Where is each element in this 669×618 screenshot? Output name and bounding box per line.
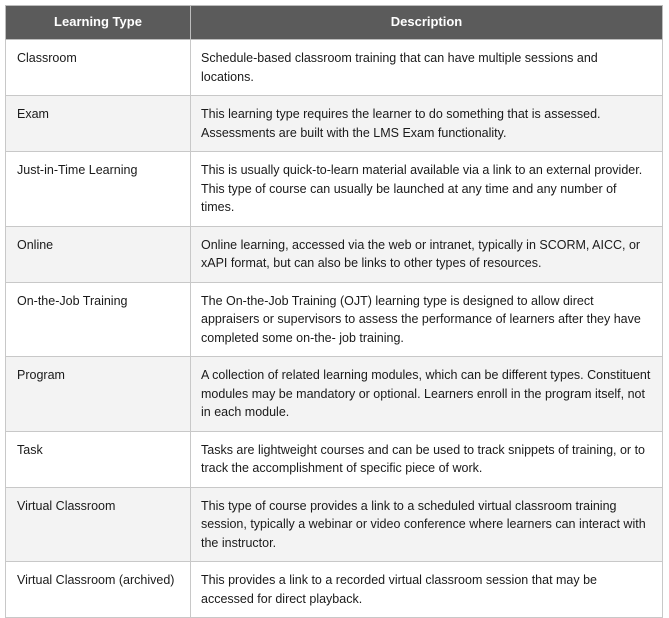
description-cell: Tasks are lightweight courses and can be used to track snippets of training, or to track the accomplishment of specific piece of work. [191, 431, 663, 487]
learning-types-table [5, 5, 663, 618]
learning-type-cell: Virtual Classroom (archived) [6, 562, 191, 618]
table-row [6, 282, 663, 357]
table-row [6, 96, 663, 152]
description-cell: Online learning, accessed via the web or intranet, typically in SCORM, AICC, or xAPI format, but can also be links to other types of resources. [191, 226, 663, 282]
learning-type-cell: Task [6, 431, 191, 487]
table-row [6, 431, 663, 487]
description-cell: The On-the-Job Training (OJT) learning type is designed to allow direct appraisers or supervisors to assess the performance of learners after they have completed some on-the- job training. [191, 282, 663, 357]
learning-type-cell: Online [6, 226, 191, 282]
table-row [6, 152, 663, 227]
description-cell: This provides a link to a recorded virtual classroom session that may be accessed for direct playback. [191, 562, 663, 618]
learning-types-table-container [5, 5, 662, 618]
description-cell: This type of course provides a link to a scheduled virtual classroom training session, typically a webinar or video conference where learners can interact with the instructor. [191, 487, 663, 562]
table-row [6, 357, 663, 432]
description-cell: Schedule-based classroom training that can have multiple sessions and locations. [191, 40, 663, 96]
column-header-description: Description [191, 6, 663, 40]
learning-type-cell: Virtual Classroom [6, 487, 191, 562]
learning-type-cell: On-the-Job Training [6, 282, 191, 357]
learning-type-cell: Classroom [6, 40, 191, 96]
learning-type-cell: Program [6, 357, 191, 432]
table-row [6, 487, 663, 562]
description-cell: This is usually quick-to-learn material available via a link to an external provider. This type of course can usually be launched at any time and any number of times. [191, 152, 663, 227]
table-row [6, 226, 663, 282]
table-row [6, 40, 663, 96]
column-header-learning-type: Learning Type [6, 6, 191, 40]
learning-type-cell: Exam [6, 96, 191, 152]
description-cell: A collection of related learning modules, which can be different types. Constituent modules may be mandatory or optional. Learners enroll in the program itself, not in each module. [191, 357, 663, 432]
table-header-row [6, 6, 663, 40]
learning-type-cell: Just-in-Time Learning [6, 152, 191, 227]
table-row [6, 562, 663, 618]
description-cell: This learning type requires the learner to do something that is assessed. Assessments are built with the LMS Exam functionality. [191, 96, 663, 152]
